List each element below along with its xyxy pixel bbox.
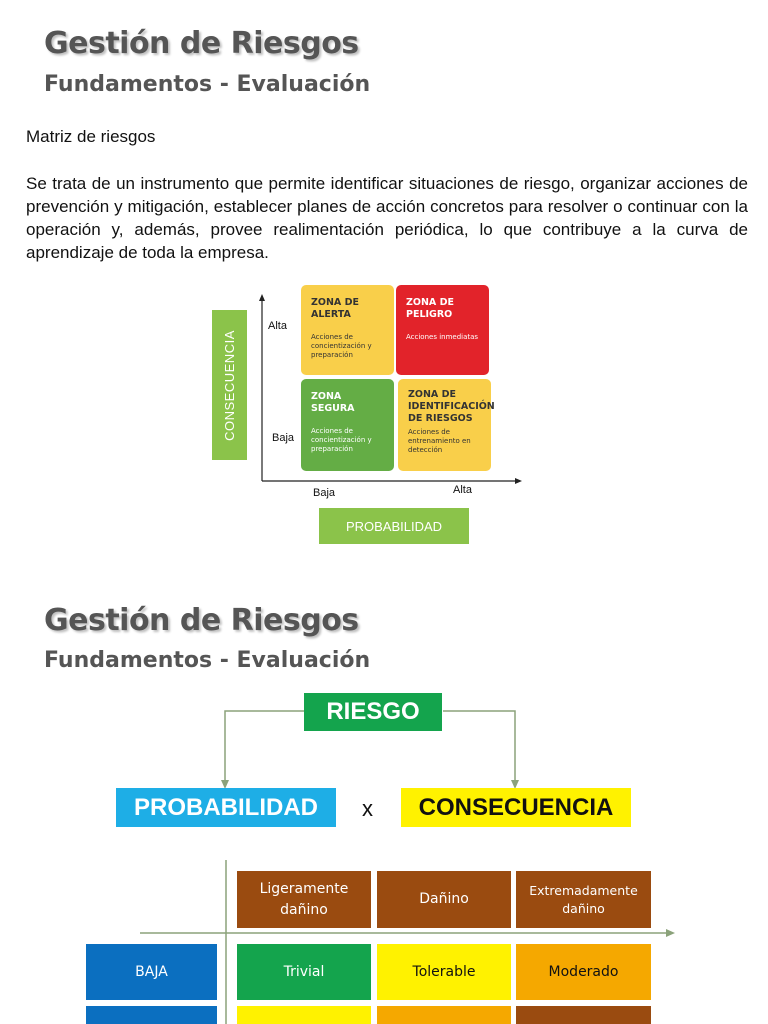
cell-next-1 <box>237 1006 371 1024</box>
header-extremadamente-danino: Extremadamente dañino <box>516 871 651 928</box>
header-danino: Dañino <box>377 871 511 928</box>
zone-peligro-title: ZONA DE PELIGRO <box>406 297 454 320</box>
y-axis-low-label: Baja <box>272 432 295 444</box>
y-axis-high-label: Alta <box>268 320 287 332</box>
cell-next-3 <box>516 1006 651 1024</box>
slide2-subtitle: Fundamentos - Evaluación <box>44 648 371 673</box>
consecuencia-box: CONSECUENCIA <box>401 788 631 827</box>
cell-tolerable: Tolerable <box>377 944 511 1000</box>
zone-identificacion <box>398 379 495 471</box>
zone-segura-title: ZONA SEGURA <box>311 391 355 414</box>
riesgo-box: RIESGO <box>304 693 442 731</box>
multiply-operator: x <box>362 796 373 821</box>
zone-segura-desc: Acciones de concientización y preparación <box>311 427 372 453</box>
zone-identificacion-title: ZONA DE IDENTIFICACIÓN DE RIESGOS <box>408 389 495 424</box>
slide1-title: Gestión de Riesgos <box>44 26 359 61</box>
cell-moderado: Moderado <box>516 944 651 1000</box>
row-label-next <box>86 1006 217 1024</box>
row-label-baja: BAJA <box>86 944 217 1000</box>
matrix-description: Se trata de un instrumento que permite identificar situaciones de riesgo, organizar acciones de prevención y mitigación, establecer planes de acción concretos para resolver o continuar con la operación y, además, provee realimentación periódica, lo que contribuye a la curva de aprendizaje de toda la empresa. <box>26 174 748 262</box>
zone-peligro-desc: Acciones inmediatas <box>406 333 479 341</box>
cell-trivial: Trivial <box>237 944 371 1000</box>
zone-alerta-title: ZONA DE ALERTA <box>311 297 359 320</box>
x-axis-low-label: Baja <box>313 487 336 499</box>
probabilidad-axis-label: PROBABILIDAD <box>319 508 469 544</box>
zone-identificacion-desc: Acciones de entrenamiento en detección <box>408 428 471 454</box>
zone-alerta-desc: Acciones de concientización y preparación <box>311 333 372 359</box>
slide2-title: Gestión de Riesgos <box>44 603 359 638</box>
zone-alerta <box>301 285 394 375</box>
zone-segura <box>301 379 394 471</box>
header-ligeramente-danino: Ligeramente dañino <box>237 871 371 928</box>
consecuencia-axis-label: CONSECUENCIA <box>212 310 247 460</box>
matrix-heading: Matriz de riesgos <box>26 127 156 146</box>
slide1-subtitle: Fundamentos - Evaluación <box>44 72 371 97</box>
x-axis-high-label: Alta <box>453 484 472 496</box>
cell-next-2 <box>377 1006 511 1024</box>
probabilidad-box: PROBABILIDAD <box>116 788 336 827</box>
zone-peligro <box>396 285 489 375</box>
